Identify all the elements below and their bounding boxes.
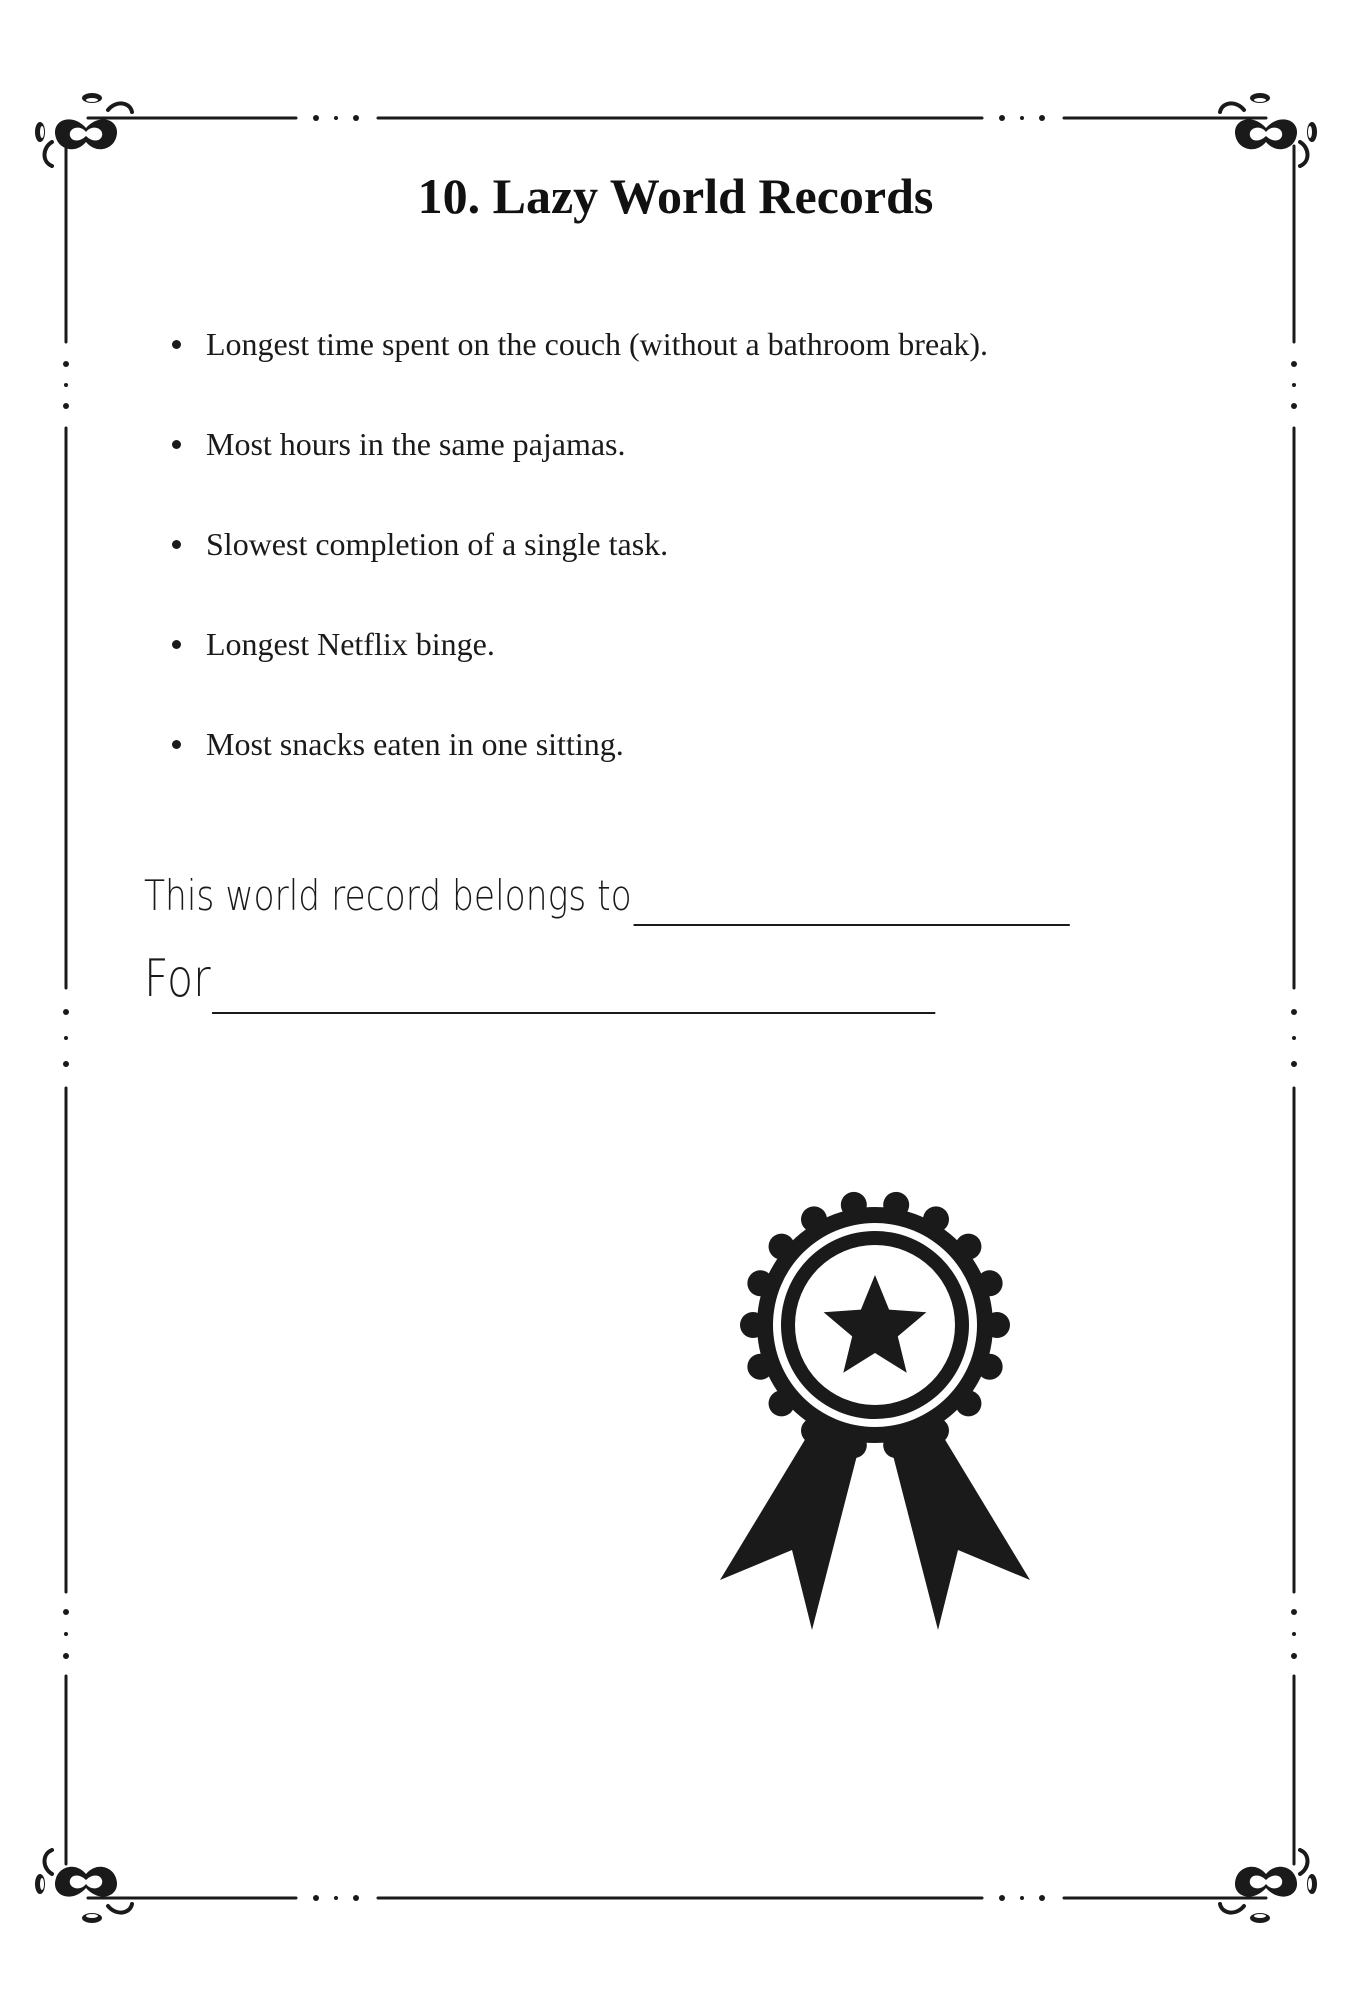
record-text: Slowest completion of a single task.: [206, 526, 669, 562]
list-item: [170, 522, 1170, 622]
bullet-icon: [172, 340, 181, 349]
record-text: Longest Netflix binge.: [206, 626, 495, 662]
record-text: Most hours in the same pajamas.: [206, 426, 626, 462]
flourish-heart-icon: [1220, 93, 1317, 166]
list-item: [170, 722, 1170, 822]
award-ribbon-star-icon: [720, 1190, 1030, 1650]
record-text: Most snacks eaten in one sitting.: [206, 726, 624, 762]
list-item: [170, 322, 1170, 422]
bullet-icon: [172, 440, 181, 449]
record-text: Longest time spent on the couch (without a bathroom break).: [206, 326, 989, 362]
owner-label: This world record belongs to: [144, 871, 632, 920]
flourish-heart-icon: [1220, 1850, 1317, 1923]
bullet-icon: [172, 740, 181, 749]
flourish-heart-icon: [35, 1850, 132, 1923]
for-blank-field[interactable]: [212, 954, 935, 1014]
flourish-heart-icon: [35, 93, 132, 166]
bullet-icon: [172, 540, 181, 549]
list-item: [170, 422, 1170, 522]
list-item: [170, 622, 1170, 722]
for-label: For: [144, 949, 211, 1009]
page-title: 10. Lazy World Records: [417, 167, 934, 224]
owner-blank-field[interactable]: [633, 876, 1069, 926]
bullet-icon: [172, 640, 181, 649]
record-for-line: [144, 944, 936, 1014]
record-owner-line: [144, 866, 1070, 926]
records-list: [170, 322, 1170, 822]
